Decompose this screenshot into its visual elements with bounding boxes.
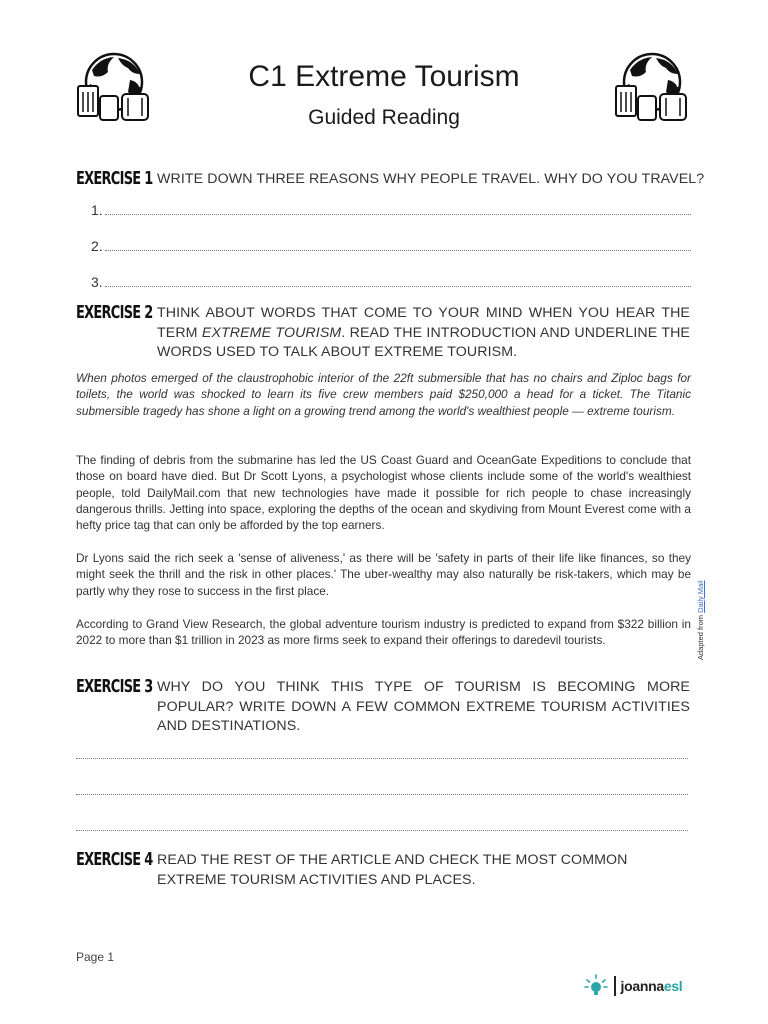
prompt-text: . READ THE INTRODUCTION AND UNDERLINE THE WORDS USED TO TALK ABOUT EXTREME TOURISM. [157, 324, 690, 360]
answer-line-2[interactable] [91, 238, 691, 254]
exercise-1-prompt: WRITE DOWN THREE REASONS WHY PEOPLE TRAVEL. WHY DO YOU TRAVEL? [157, 171, 705, 187]
credit-link[interactable]: Daily Mail [696, 580, 705, 613]
article-paragraph-1: The finding of debris from the submarine has led the US Coast Guard and OceanGate Expeditions to conclude that those on board have died. But Dr Scott Lyons, a psychologist whose clients include some of the world's wealthiest people, told DailyMail.com that new technologies have made it possible for rich people to chase increasingly dangerous thrills. Jetting into space, exploring the depths of the ocean and skydiving from Mount Everest come with a hefty price tag that can only be afforded by the top earners. [76, 453, 691, 533]
exercise-2-label: EXERCISE 2 [76, 302, 153, 323]
lightbulb-icon [584, 974, 608, 998]
exercise-3-label: EXERCISE 3 [76, 676, 153, 697]
article-paragraph-2: Dr Lyons said the rich seek a 'sense of aliveness,' as there will be 'safety in parts of their life like finances, so they might seek the thrill and the risk in other places.' The uber-wealthy may also naturally be risk-takers, which may be partly why they rose to success in the first place. [76, 551, 691, 598]
exercise-1-label: EXERCISE 1 [76, 168, 153, 189]
dotted-line [105, 238, 691, 251]
dotted-line [105, 202, 691, 215]
credit-prefix: Adapted from [696, 612, 705, 660]
answer-number: 3. [91, 274, 103, 290]
exercise-2-prompt [157, 304, 690, 363]
exercise-3-prompt: WHY DO YOU THINK THIS TYPE OF TOURISM IS BECOMING MORE POPULAR? WRITE DOWN A FEW COMMON EXTREME TOURISM ACTIVITIES AND DESTINATIONS. [157, 679, 690, 734]
answer-line[interactable] [76, 829, 688, 831]
answer-line[interactable] [76, 757, 688, 759]
answer-line-1[interactable] [91, 202, 691, 218]
answer-number: 2. [91, 238, 103, 254]
exercise-4-label: EXERCISE 4 [76, 849, 153, 870]
logo-divider [614, 976, 616, 996]
answer-line[interactable] [76, 793, 688, 795]
dotted-line [105, 274, 691, 287]
brand-name: joanna [620, 978, 664, 994]
source-credit [696, 580, 705, 660]
answer-line-3[interactable] [91, 274, 691, 290]
article-intro: When photos emerged of the claustrophobic interior of the 22ft submersible that has no chairs and Ziploc bags for toilets, the world was shocked to learn its five crew members paid $250,000 a head for a ticket. The Titanic submersible tragedy has shone a light on a growing trend among the world's wealthiest people — extreme tourism. [76, 371, 691, 418]
brand-name-accent: esl [663, 978, 683, 994]
page-number: Page 1 [76, 950, 115, 964]
brand-logo [584, 974, 682, 998]
page-title: C1 Extreme Tourism [248, 60, 520, 93]
prompt-text: THINK ABOUT WORDS THAT COME TO YOUR MIND WHEN YOU HEAR THE TERM [157, 305, 690, 341]
page-subtitle: Guided Reading [308, 106, 460, 129]
exercise-4-prompt: READ THE REST OF THE ARTICLE AND CHECK THE MOST COMMON EXTREME TOURISM ACTIVITIES AND PLACES. [157, 852, 628, 888]
article-paragraph-3: According to Grand View Research, the global adventure tourism industry is predicted to expand from $322 billion in 2022 to more than $1 trillion in 2023 as more firms seek to expand their offerings to daredevil tourists. [76, 617, 691, 648]
answer-number: 1. [91, 202, 103, 218]
prompt-emphasis: EXTREME TOURISM [201, 324, 342, 341]
